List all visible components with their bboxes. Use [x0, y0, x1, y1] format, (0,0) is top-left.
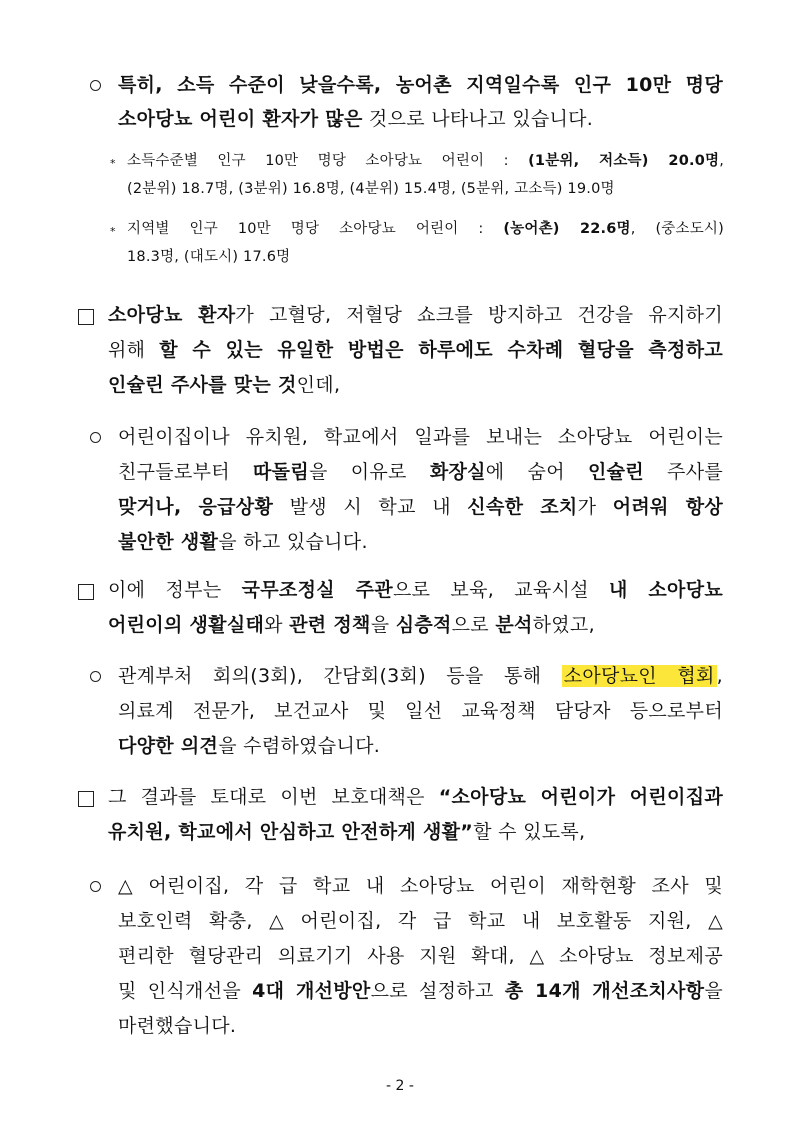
circle-bullet-icon — [90, 432, 101, 443]
paragraph-line — [118, 737, 380, 756]
paragraph-line — [118, 110, 593, 129]
bold-text: 총 14개 개선조치사항 — [504, 980, 705, 1002]
bold-text: (1분위, 저소득) 20.0명 — [528, 153, 720, 169]
checkbox-bullet-icon — [78, 584, 94, 600]
bold-text: 심층적 — [395, 614, 452, 636]
asterisk-note-icon: * — [110, 157, 116, 170]
bold-text: 국무조정실 주관 — [241, 579, 393, 601]
bold-text: 불안한 생활 — [118, 531, 219, 553]
text-run: 보호인력 확충, △ 어린이집, 각 급 학교 내 보호활동 지원, △ — [118, 910, 723, 932]
text-run: 을 — [370, 614, 396, 636]
bold-text: 다양한 의견 — [118, 735, 219, 757]
bold-text: 인슐린 — [587, 461, 644, 483]
text-run: 소득수준별 인구 10만 명당 소아당뇨 어린이 : — [127, 153, 529, 169]
text-run: 것으로 나타나고 있습니다. — [362, 108, 594, 130]
checkbox-bullet-icon — [78, 309, 94, 325]
page-number: - 2 - — [386, 1078, 414, 1094]
paragraph-line — [108, 823, 585, 842]
bold-text: 4대 개선방안 — [252, 980, 371, 1002]
note-line — [127, 182, 615, 197]
note-line — [127, 250, 290, 265]
text-run: 의료계 전문가, 보건교사 및 일선 교육정책 담당자 등으로부터 — [118, 700, 723, 722]
paragraph-line — [108, 341, 723, 360]
text-run: 으로 보육, 교육시설 — [392, 579, 609, 601]
checkbox-bullet-icon — [78, 791, 94, 807]
paragraph-line — [118, 533, 368, 552]
bold-text: 맞거나, 응급상황 — [118, 496, 274, 518]
text-run: 와 — [264, 614, 290, 636]
bold-text: 인슐린 주사를 맞는 것 — [108, 374, 297, 396]
paragraph-line — [108, 581, 723, 600]
text-run: 을 수렴하였습니다. — [218, 735, 381, 757]
paragraph-line — [118, 947, 723, 966]
circle-bullet-icon — [90, 881, 101, 892]
text-run: 발생 시 학교 내 — [273, 496, 468, 518]
text-run: 하였고, — [532, 614, 595, 636]
paragraph-line — [118, 912, 723, 931]
text-run: △ 어린이집, 각 급 학교 내 소아당뇨 어린이 재학현황 조사 및 — [118, 875, 723, 897]
bold-text: (농어촌) 22.6명 — [503, 221, 631, 237]
text-run: 마련했습니다. — [118, 1015, 237, 1037]
text-run: 어린이집이나 유치원, 학교에서 일과를 보내는 소아당뇨 어린이는 — [118, 426, 723, 448]
text-run: 그 결과를 토대로 이번 보호대책은 — [108, 786, 439, 808]
text-run: 에 숨어 — [485, 461, 588, 483]
paragraph-line — [108, 616, 595, 635]
bold-text: 소아당뇨 어린이 환자가 많은 — [118, 108, 363, 130]
text-run: 이에 정부는 — [108, 579, 242, 601]
text-run: (2분위) 18.7명, (3분위) 16.8명, (4분위) 15.4명, (5분위, 고소득) 19.0명 — [127, 181, 615, 197]
paragraph-line — [118, 667, 723, 686]
text-run: 을 — [704, 980, 723, 1002]
text-run: 할 수 있도록, — [473, 821, 586, 843]
bold-text: 따돌림 — [253, 461, 309, 483]
text-run: 을 하고 있습니다. — [218, 531, 368, 553]
note-line — [127, 222, 724, 237]
text-run: 지역별 인구 10만 명당 소아당뇨 어린이 : — [127, 221, 504, 237]
text-run: 으로 설정하고 — [370, 980, 505, 1002]
paragraph-line — [118, 498, 723, 517]
bold-text: 유치원, 학교에서 안심하고 안전하게 생활” — [108, 821, 474, 843]
text-run: 인데, — [296, 374, 341, 396]
paragraph-line — [118, 463, 723, 482]
asterisk-note-icon: * — [110, 225, 116, 238]
paragraph-line — [118, 76, 723, 95]
paragraph-line — [118, 877, 723, 896]
bold-text: 소득 수준이 낮을수록, 농어촌 지역일수록 인구 10만 명당 — [177, 74, 723, 96]
paragraph-line — [108, 788, 723, 807]
text-run: , — [719, 153, 725, 169]
paragraph-line — [118, 982, 723, 1001]
paragraph-line — [118, 702, 723, 721]
text-run: 주사를 — [643, 461, 723, 483]
bold-text: 소아당뇨 환자 — [108, 304, 236, 326]
note-line — [127, 154, 724, 169]
bold-text: “소아당뇨 어린이가 어린이집과 — [438, 786, 724, 808]
circle-bullet-icon — [90, 671, 101, 682]
text-run: 편리한 혈당관리 의료기기 사용 지원 확대, △ 소아당뇨 정보제공 — [118, 945, 723, 967]
text-run: , (중소도시) — [630, 221, 724, 237]
text-run: , — [716, 665, 723, 687]
text-run: 친구들로부터 — [118, 461, 254, 483]
paragraph-line — [108, 306, 723, 325]
text-run: 을 이유로 — [309, 461, 430, 483]
bold-text: 특히, — [118, 74, 178, 96]
bold-text: 관련 정책 — [289, 614, 371, 636]
highlighted-text: 소아당뇨인 협회 — [563, 665, 715, 687]
bold-text: 분석 — [495, 614, 533, 636]
bold-text: 할 수 있는 유일한 방법은 하루에도 수차례 혈당을 측정하고 — [159, 339, 724, 361]
paragraph-line — [118, 428, 723, 447]
text-run: 가 고혈당, 저혈당 쇼크를 방지하고 건강을 유지하기 — [235, 304, 723, 326]
bold-text: 신속한 조치 — [467, 496, 578, 518]
bold-text: 내 소아당뇨 — [609, 579, 724, 601]
paragraph-line — [118, 1017, 236, 1036]
text-run: 및 인식개선을 — [118, 980, 253, 1002]
text-run: 18.3명, (대도시) 17.6명 — [127, 249, 291, 265]
bold-text: 어려워 항상 — [612, 496, 723, 518]
text-run: 관계부처 회의(3회), 간담회(3회) 등을 통해 — [118, 665, 562, 687]
bold-text: 화장실 — [429, 461, 486, 483]
paragraph-line — [108, 376, 340, 395]
text-run: 으로 — [451, 614, 496, 636]
text-run: 가 — [577, 496, 613, 518]
text-run: 위해 — [108, 339, 160, 361]
circle-bullet-icon — [90, 80, 101, 91]
bold-text: 어린이의 생활실태 — [108, 614, 265, 636]
